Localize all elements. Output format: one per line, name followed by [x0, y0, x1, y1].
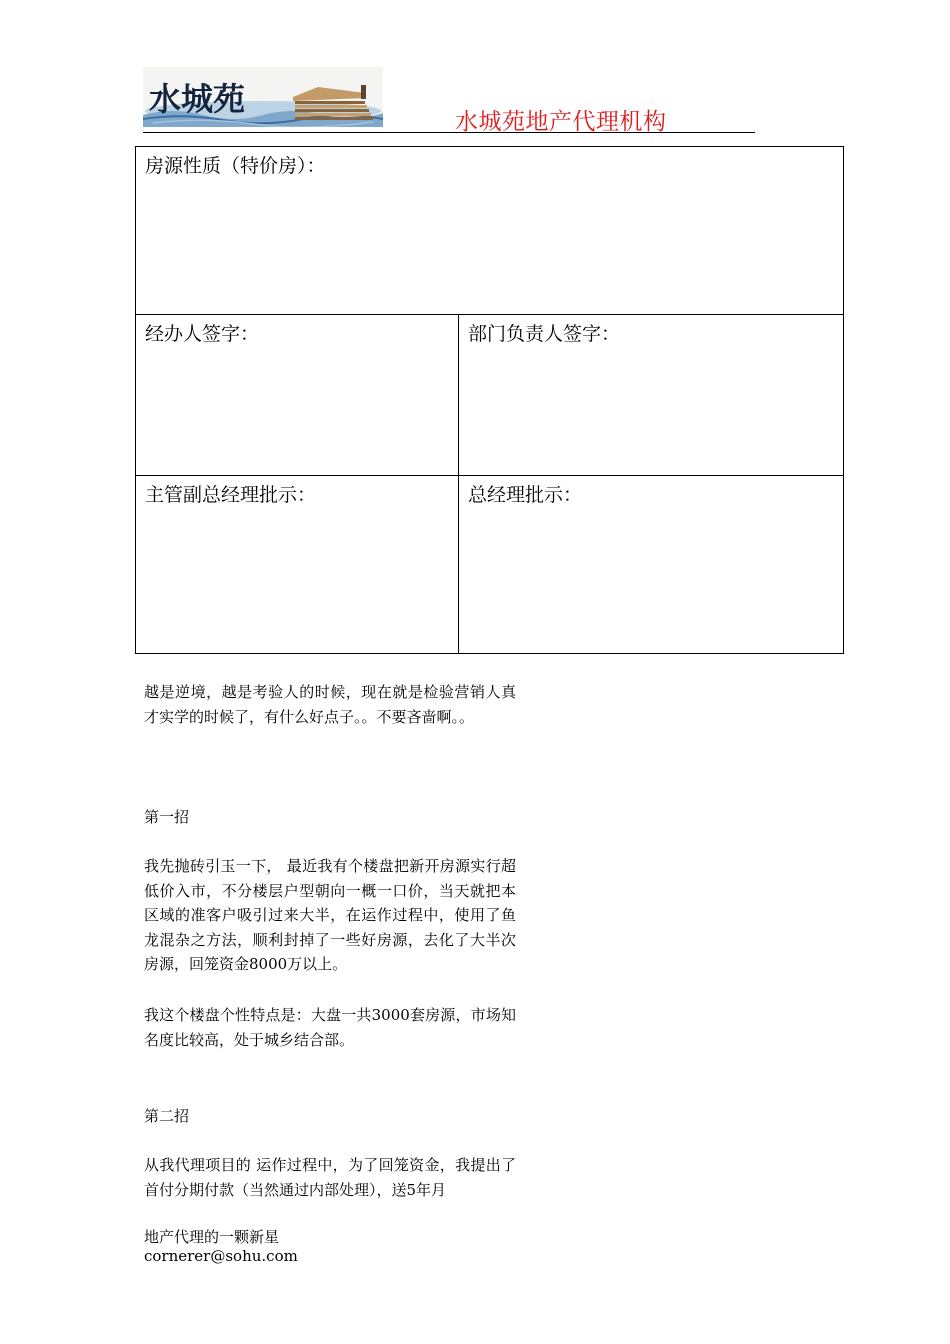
dept-head-signature-cell	[459, 315, 843, 476]
agent-signature-label: 经办人签字：	[145, 323, 260, 345]
deputy-gm-approval-label: 主管副总经理批示：	[145, 484, 317, 506]
move-one-paragraph: 我先抛砖引玉一下， 最近我有个楼盘把新开房源实行超低价入市，不分楼层户型朝向一概一口价，当天就把本区域的准客户吸引过来大半，在运作过程中，使用了鱼龙混杂之方法，顺利封掉了一些好房源，去化了大半次房源，回笼资金8000万以上。	[144, 857, 516, 973]
intro-paragraph: 越是逆境，越是考验人的时候，现在就是检验营销人真才实学的时候了，有什么好点子。。不要吝啬啊。。	[144, 683, 516, 726]
footer-tagline: 地产代理的一颗新星	[144, 1228, 280, 1246]
approval-form-table	[135, 146, 844, 654]
dept-head-signature-label: 部门负责人签字：	[468, 323, 621, 345]
company-logo	[143, 67, 383, 127]
move-one-note: 我这个楼盘个性特点是：大盘一共3000套房源，市场知名度比较高，处于城乡结合部。	[144, 1006, 516, 1049]
move-two-paragraph: 从我代理项目的 运作过程中，为了回笼资金，我提出了首付分期付款（当然通过内部处理），送5年月	[144, 1156, 516, 1199]
gm-approval-cell	[459, 476, 843, 653]
move-two-heading: 第二招	[144, 1107, 190, 1125]
move-one-heading: 第一招	[144, 808, 190, 826]
gm-approval-label: 总经理批示：	[468, 484, 583, 506]
property-nature-cell	[136, 147, 843, 315]
header-divider	[143, 132, 755, 133]
page-footer	[144, 1228, 298, 1266]
svg-text:水城苑: 水城苑	[149, 80, 246, 118]
organization-name: 水城苑地产代理机构	[455, 109, 667, 135]
footer-email: cornerer@sohu.com	[144, 1247, 298, 1265]
property-nature-label: 房源性质（特价房）：	[145, 155, 326, 177]
agent-signature-cell	[136, 315, 459, 476]
deputy-gm-approval-cell	[136, 476, 459, 653]
